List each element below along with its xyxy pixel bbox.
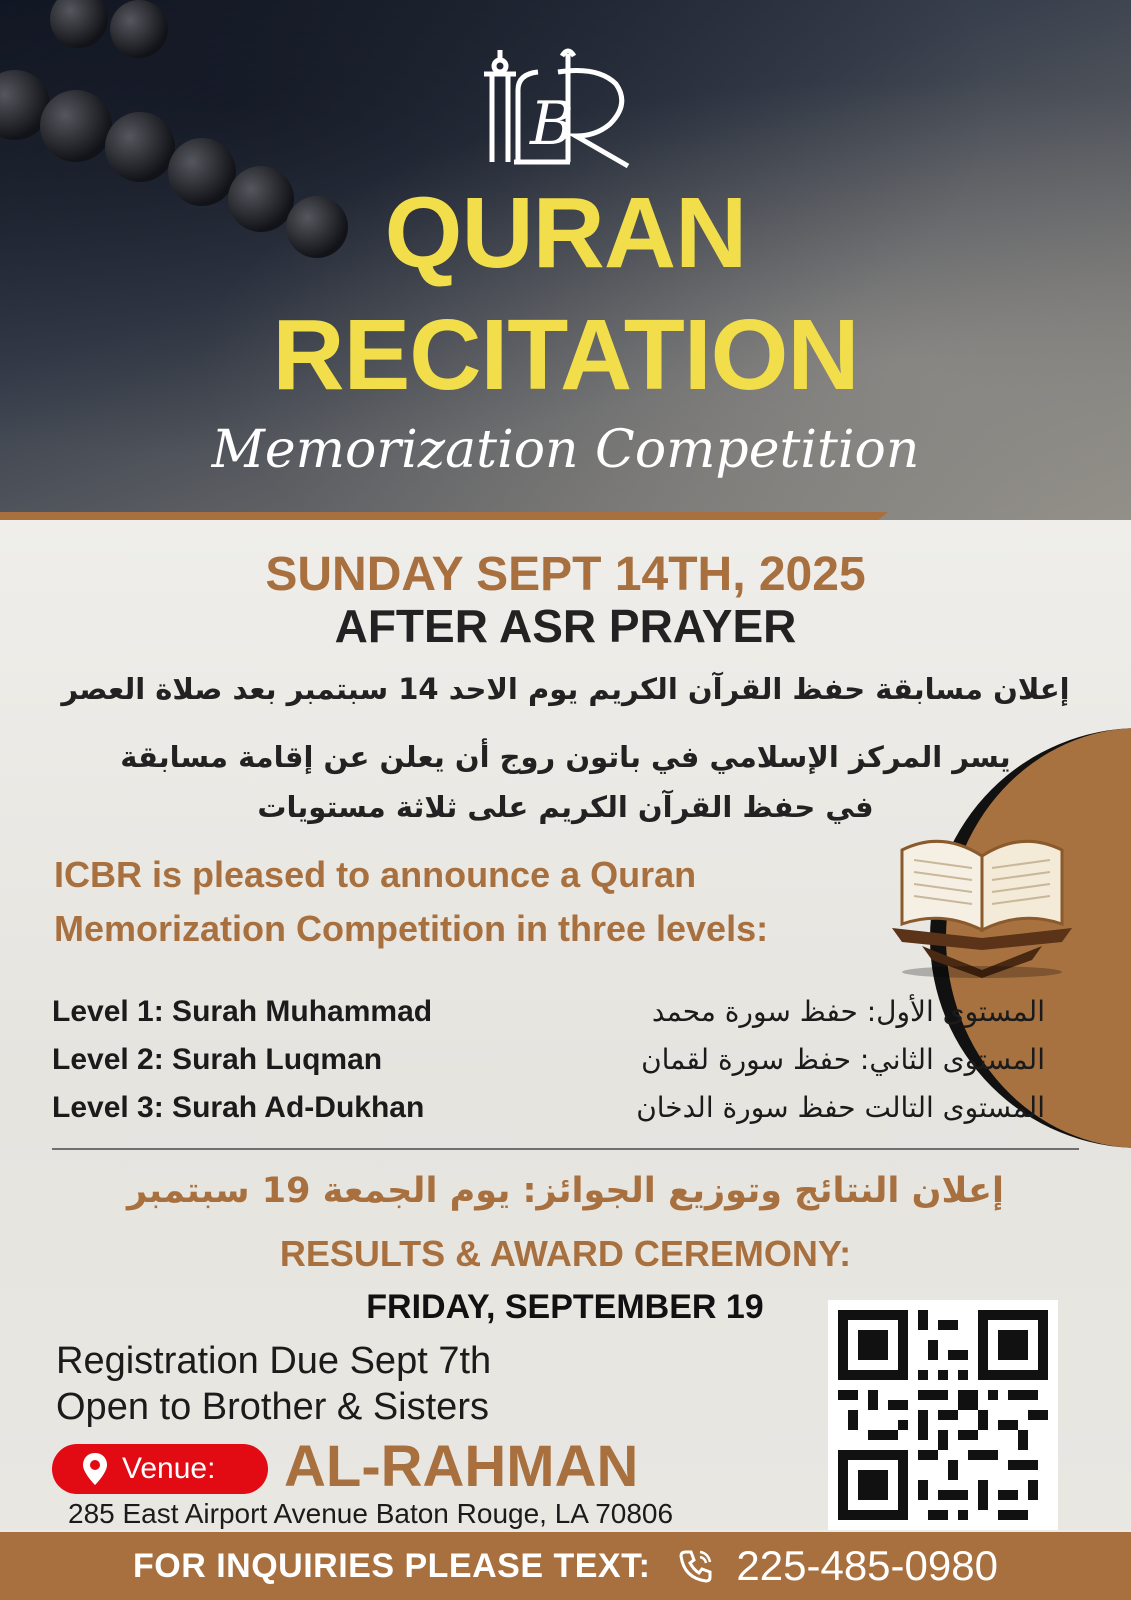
venue-badge — [52, 1444, 268, 1494]
registration-open-to: Open to Brother & Sisters — [56, 1386, 489, 1428]
section-divider — [52, 1148, 1079, 1150]
level-item-arabic: المستوى الثاني: حفظ سورة لقمان — [641, 1043, 1045, 1076]
venue-address: 285 East Airport Avenue Baton Rouge, LA 70806 — [68, 1498, 674, 1529]
results-heading: RESULTS & AWARD CEREMONY: — [279, 1233, 852, 1274]
hero-banner — [0, 0, 1131, 520]
subtitle-memorization: Memorization Competition — [211, 420, 920, 480]
prayer-bead-decoration — [40, 90, 112, 162]
level-item: Level 2: Surah Luqman — [52, 1043, 383, 1076]
phone-icon — [674, 1544, 718, 1588]
english-announcement-line1: ICBR is pleased to announce a Quran — [54, 854, 697, 895]
arabic-paragraph-line2: في حفظ القرآن الكريم على ثلاثة مستويات — [257, 790, 874, 824]
levels-arabic-list — [525, 994, 1045, 1138]
arabic-announcement: إعلان مسابقة حفظ القرآن الكريم يوم الاحد 14 سبتمبر بعد صلاة العصر — [61, 672, 1070, 706]
level-item: Level 1: Surah Muhammad — [52, 995, 433, 1028]
level-item-arabic: المستوى الأول: حفظ سورة محمد — [651, 995, 1045, 1028]
arabic-paragraph-line1: يسر المركز الإسلامي في باتون روج أن يعلن عن إقامة مسابقة — [120, 740, 1011, 774]
arabic-results-announcement: إعلان النتائج وتوزيع الجوائز: يوم الجمعة 19 سبتمبر — [127, 1171, 1004, 1211]
prayer-bead-decoration — [50, 0, 108, 48]
level-item-arabic: المستوى التالت حفظ سورة الدخان — [636, 1091, 1045, 1124]
venue-label: Venue: — [122, 1452, 216, 1485]
english-announcement-line2: Memorization Competition in three levels: — [54, 908, 769, 949]
quran-stand-icon — [882, 810, 1092, 980]
levels-english-list — [52, 994, 572, 1138]
event-date: SUNDAY SEPT 14TH, 2025 — [265, 548, 866, 601]
registration-qr-code[interactable] — [828, 1300, 1058, 1530]
venue-name: AL-RAHMAN — [284, 1434, 639, 1499]
english-announcement — [54, 848, 884, 956]
inquiries-label: FOR INQUIRIES PLEASE TEXT: — [133, 1546, 651, 1585]
title-quran: QURAN — [384, 177, 747, 289]
registration-due: Registration Due Sept 7th — [56, 1340, 492, 1382]
prayer-bead-decoration — [105, 112, 175, 182]
event-time: AFTER ASR PRAYER — [334, 600, 797, 652]
footer-bar — [0, 1532, 1131, 1600]
inquiries-phone[interactable]: 225-485-0980 — [736, 1542, 998, 1589]
location-pin-icon — [80, 1451, 110, 1487]
level-item: Level 3: Surah Ad-Dukhan — [52, 1091, 425, 1124]
icbr-logo — [478, 44, 648, 170]
prayer-bead-decoration — [110, 0, 168, 58]
logo-letter-b: B — [530, 89, 575, 159]
results-date: FRIDAY, SEPTEMBER 19 — [366, 1288, 764, 1326]
title-recitation: RECITATION — [272, 299, 859, 411]
